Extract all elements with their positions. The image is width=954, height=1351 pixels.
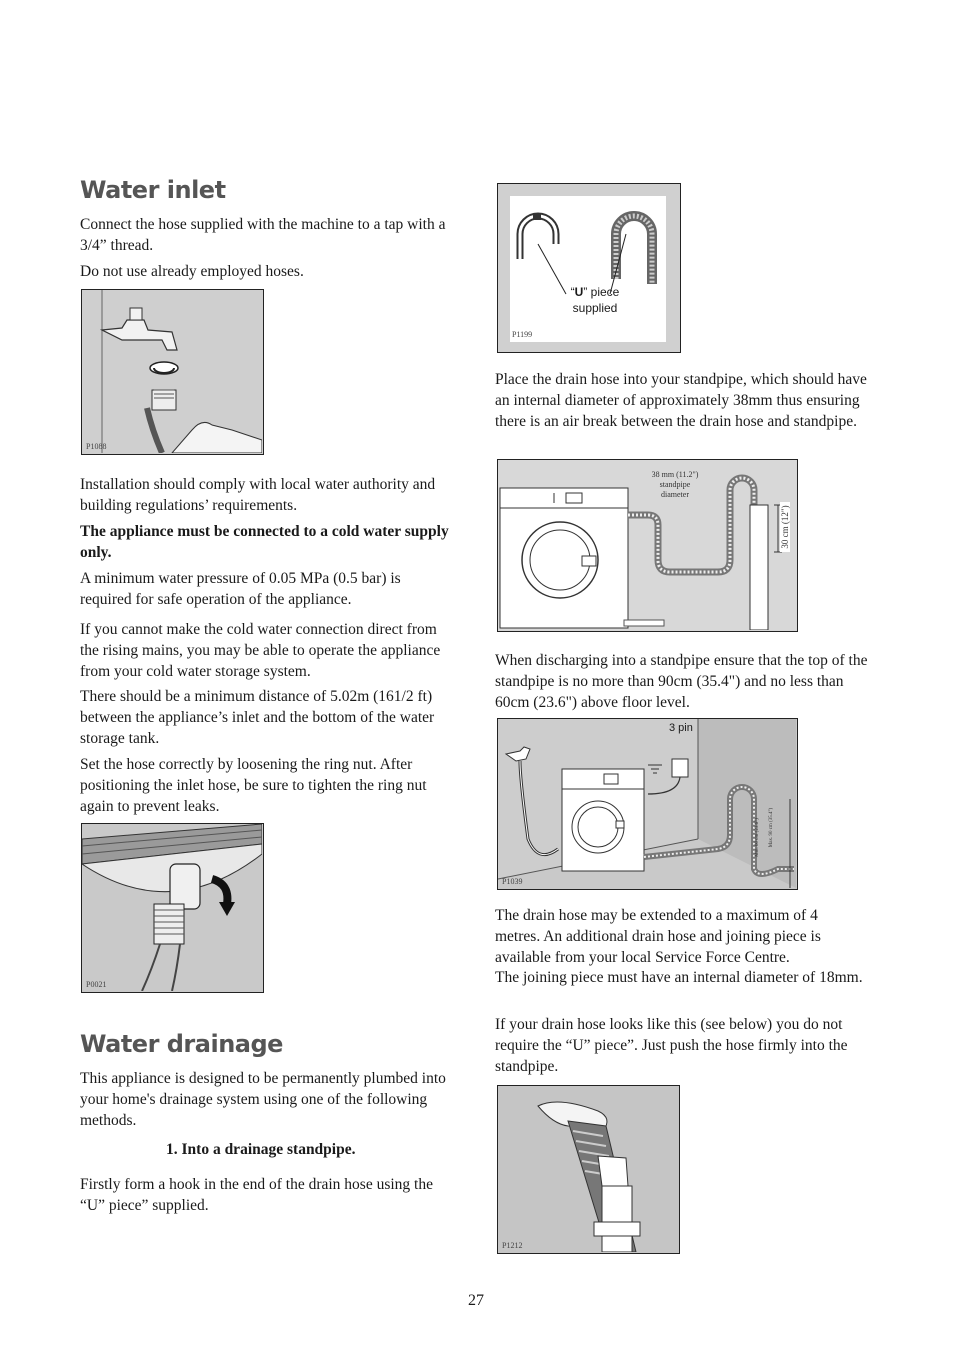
push-hose-figure	[497, 1085, 680, 1254]
ring-nut-figure	[81, 823, 264, 993]
u-letter: U	[574, 285, 584, 299]
fig-code-p1199: P1199	[512, 330, 533, 339]
u-piece-figure	[497, 183, 681, 353]
drainage-para-height: When discharging into a standpipe ensure that the top of the standpipe is no more than 90cm (35.4") and no less than 60cm (23.6") above floor level.	[495, 652, 868, 711]
inlet-para-pressure: A minimum water pressure of 0.05 MPa (0.5 bar) is required for safe operation of the appliance.	[80, 570, 401, 608]
drainage-para-hook: Firstly form a hook in the end of the drain hose using the “U” piece” supplied.	[80, 1176, 433, 1214]
water-drainage-heading: Water drainage	[80, 1030, 283, 1058]
fig-code-p1212: P1212	[502, 1241, 523, 1250]
fig-code-p1088: P1088	[86, 442, 107, 451]
drainage-para-1: This appliance is designed to be permanently plumbed into your home's drainage system using one of the following methods.	[80, 1070, 446, 1129]
drainage-para-no-u: If your drain hose looks like this (see below) you do not require the “U” piece”. Just push the hose firmly into the standpipe.	[495, 1016, 848, 1075]
piece-word: piece	[587, 285, 620, 299]
inlet-para-2: Do not use already employed hoses.	[80, 263, 304, 280]
inlet-para-distance: There should be a minimum distance of 5.02m (161/2 ft) between the appliance’s inlet and the bottom of the water storage tank.	[80, 688, 435, 747]
inlet-para-3: Installation should comply with local water authority and building regulations’ requirements.	[80, 476, 436, 514]
fig-code-p1039: P1039	[502, 877, 523, 886]
inlet-para-1: Connect the hose supplied with the machine to a tap with a 3/4” thread.	[80, 216, 446, 254]
standpipe-height-label: 30 cm (12")	[780, 502, 790, 552]
inlet-para-cold-water: The appliance must be connected to a cold water supply only.	[80, 523, 449, 561]
fig-code-p0021: P0021	[86, 980, 107, 989]
three-pin-label: 3 pin	[669, 722, 693, 734]
min-height-label: Min. 60 cm (23.6")	[754, 818, 760, 857]
drainage-para-joining: The joining piece must have an internal diameter of 18mm.	[495, 969, 863, 986]
tap-connection-figure	[81, 289, 264, 455]
standpipe-figure	[497, 459, 798, 632]
u-piece-label: “U” piece supplied	[570, 285, 620, 315]
standpipe-diameter-label: 38 mm (11.2") standpipe diameter	[651, 470, 699, 499]
drainage-para-extend: The drain hose may be extended to a maximum of 4 metres. An additional drain hose and joining piece is available from your local Service Force Centre.	[495, 907, 821, 966]
drainage-para-standpipe: Place the drain hose into your standpipe, which should have an internal diameter of approximately 38mm thus ensuring there is an air break between the drain hose and standpipe.	[495, 371, 867, 430]
drainage-method-1: 1. Into a drainage standpipe.	[166, 1141, 356, 1158]
max-height-label: Max. 90 cm (35.4")	[769, 807, 775, 848]
water-inlet-heading: Water inlet	[80, 176, 226, 204]
inlet-para-storage: If you cannot make the cold water connection direct from the rising mains, you may be able to operate the appliance from your cold water storage system.	[80, 621, 441, 680]
supplied-word: supplied	[572, 301, 618, 315]
three-pin-figure	[497, 718, 798, 890]
inlet-para-ring-nut: Set the hose correctly by loosening the ring nut. After positioning the inlet hose, be sure to tighten the ring nut again to prevent leaks.	[80, 756, 427, 815]
page-number: 27	[468, 1292, 484, 1309]
